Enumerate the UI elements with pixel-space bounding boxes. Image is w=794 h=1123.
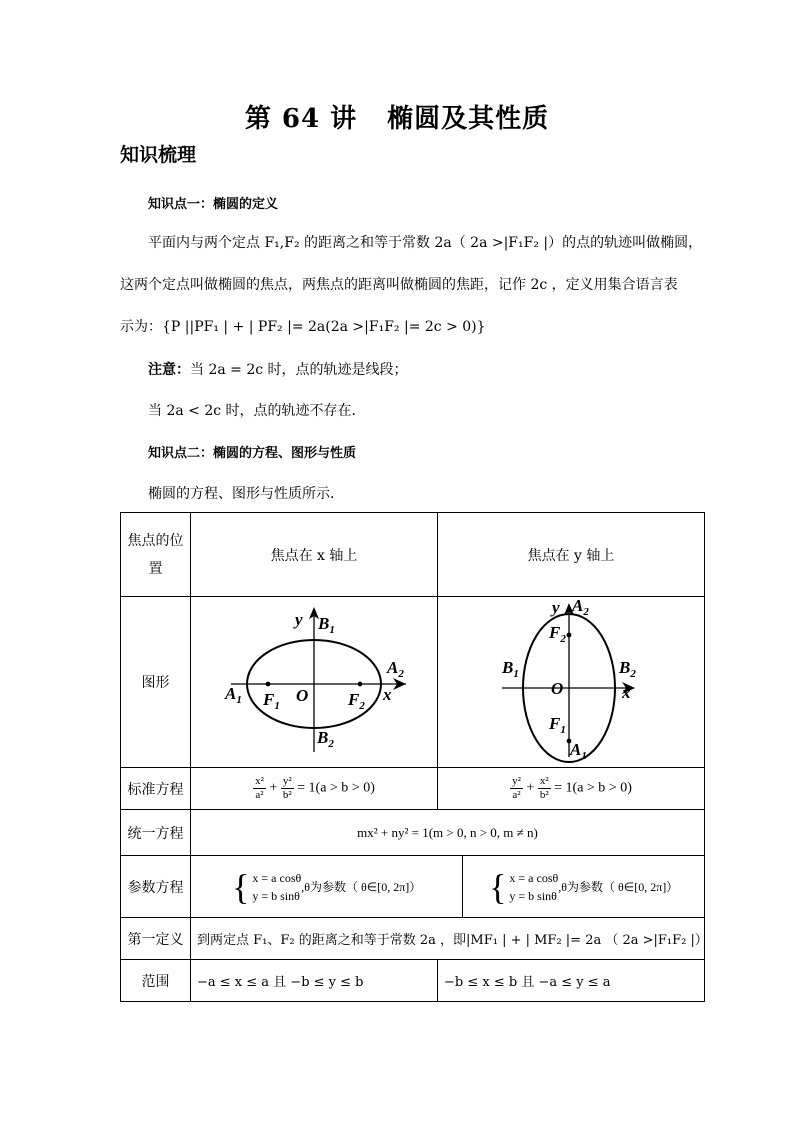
row-label-focus: 焦点的位置 — [121, 513, 191, 597]
unified-eq: mx² + ny² = 1(m > 0, n > 0, m ≠ n) — [191, 810, 705, 856]
focus-f2-dot — [358, 682, 363, 687]
label-f2: $F_2$ — [348, 690, 365, 712]
parametric-eq-x: { x = a cosθ y = b sinθ ,θ为参数（ θ∈[0, 2π]） — [191, 856, 463, 918]
definition-line-1: 平面内与两个定点 F₁,F₂ 的距离之和等于常数 2a（ 2a >|F₁F₂ |）的点的轨迹叫做椭圆， — [148, 235, 703, 251]
note-label: 注意： — [148, 362, 190, 378]
table-row-first-definition — [121, 918, 705, 960]
focus-x-cell: 焦点在 x 轴上 — [191, 513, 438, 597]
definition-line-2: 这两个定点叫做椭圆的焦点，两焦点的距离叫做椭圆的焦距，记作 2c ，定义用集合语言表 — [120, 277, 678, 293]
table-row-focus — [121, 513, 705, 597]
row-label-parametric: 参数方程 — [121, 856, 191, 918]
table-intro: 椭圆的方程、图形与性质所示． — [148, 486, 344, 502]
knowledge-point-2-label: 知识点二：椭圆的方程、图形与性质 — [148, 446, 357, 461]
first-definition-text: 到两定点 F₁、F₂ 的距离之和等于常数 2a ，即|MF₁ | + | MF₂ |= 2a （ 2a >|F₁F₂ |） — [191, 918, 705, 960]
definition-line-3: 示为：{P ||PF₁ | + | PF₂ |= 2a(2a >|F₁F₂ |= 2c > 0)} — [120, 319, 486, 335]
lecture-topic: 椭圆及其性质 — [387, 104, 550, 134]
label-f1: $F_1$ — [263, 690, 280, 712]
ellipse-y-axis-figure — [438, 597, 704, 763]
note-line — [148, 359, 408, 379]
label-f1-2: $F_1$ — [549, 714, 566, 736]
section-heading: 知识梳理 — [120, 144, 197, 166]
label-b1-2: $B_1$ — [502, 658, 519, 680]
page-title — [0, 98, 794, 135]
label-a1: $A_1$ — [225, 684, 242, 706]
label-b1: $B_1$ — [318, 614, 335, 636]
row-label-standard: 标准方程 — [121, 768, 191, 810]
note-text: 当 2a = 2c 时，点的轨迹是线段； — [190, 362, 408, 378]
range-x: −a ≤ x ≤ a 且 −b ≤ y ≤ b — [191, 960, 438, 1002]
focus-f2-dot-2 — [567, 633, 572, 638]
row-label-graph: 图形 — [121, 597, 191, 768]
graph-x-cell — [191, 597, 438, 768]
row-label-range: 范围 — [121, 960, 191, 1002]
label-b2: $B_2$ — [317, 728, 334, 750]
focus-f1-dot — [266, 682, 271, 687]
label-origin: O — [296, 686, 309, 705]
label-y-2: y — [552, 598, 560, 617]
graph-y-cell — [438, 597, 705, 768]
standard-eq-y: $\frac{\text{y²}}{\text{a²}}$ + $\frac{\text{x²}}{\text{b²}}$ = 1(a > b > 0) — [438, 768, 705, 810]
ellipse-x-axis-figure — [191, 597, 437, 763]
label-b2-2: $B_2$ — [619, 658, 636, 680]
label-a1-2: $A_1$ — [570, 740, 587, 762]
table-row-parametric — [121, 856, 705, 918]
knowledge-point-1-label: 知识点一：椭圆的定义 — [148, 197, 279, 212]
label-x: x — [383, 685, 392, 704]
table-row-graph — [121, 597, 705, 768]
range-y: −b ≤ x ≤ b 且 −a ≤ y ≤ a — [438, 960, 705, 1002]
table-row-unified-equation — [121, 810, 705, 856]
row-label-unified: 统一方程 — [121, 810, 191, 856]
lecture-number: 第 64 讲 — [244, 104, 358, 134]
note-line-2: 当 2a < 2c 时，点的轨迹不存在． — [148, 403, 366, 419]
parametric-eq-y: { x = a cosθ y = b sinθ ,θ为参数（ θ∈[0, 2π]） — [463, 856, 705, 918]
standard-eq-x: $\frac{\text{x²}}{\text{a²}}$ + $\frac{\text{y²}}{\text{b²}}$ = 1(a > b > 0) — [191, 768, 438, 810]
label-f2-2: $F_2$ — [549, 623, 566, 645]
ellipse-properties-table — [120, 512, 708, 1002]
row-label-first-definition: 第一定义 — [121, 918, 191, 960]
table-row-range — [121, 960, 705, 1002]
label-a2: $A_2$ — [387, 658, 404, 680]
label-y: y — [295, 610, 303, 629]
focus-y-cell: 焦点在 y 轴上 — [438, 513, 705, 597]
label-a2-2: $A_2$ — [572, 597, 589, 618]
label-origin-2: O — [551, 679, 564, 698]
table-row-standard-equation — [121, 768, 705, 810]
label-x-2: x — [622, 683, 631, 702]
